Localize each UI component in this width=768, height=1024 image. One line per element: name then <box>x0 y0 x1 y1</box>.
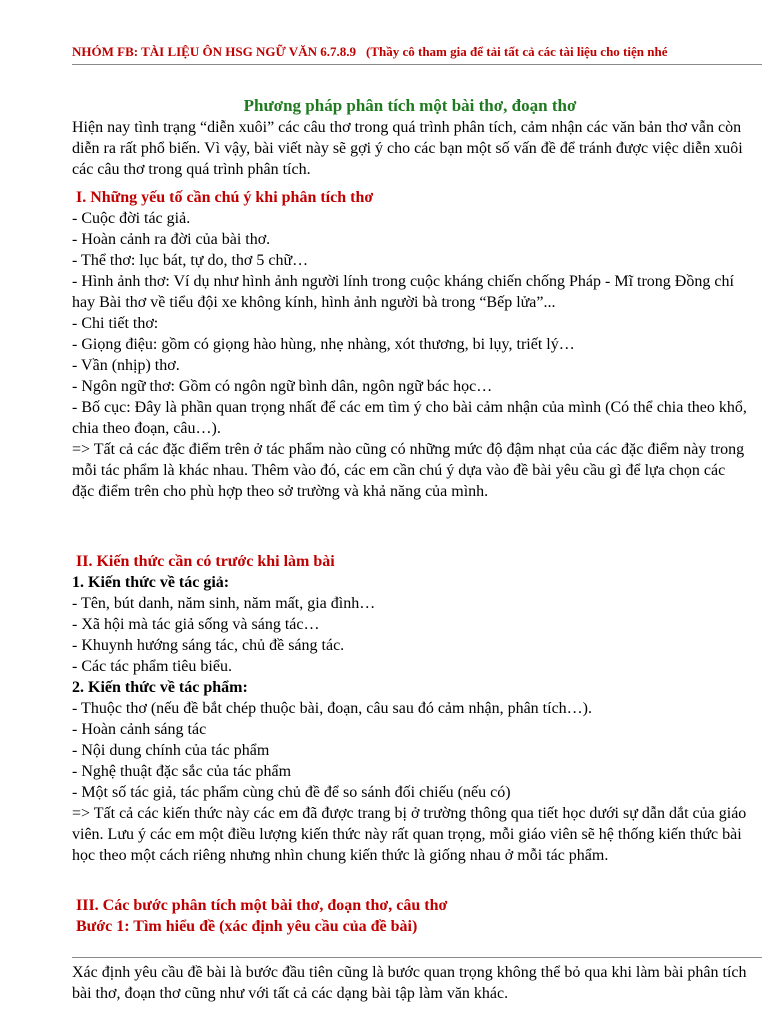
list-item: - Khuynh hướng sáng tác, chủ đề sáng tác. <box>72 637 345 654</box>
summary-paragraph: => Tất cả các kiến thức này các em đã được trang bị ở trường thông qua tiết học dưới sự dẫn dắt của giáo viên. Lưu ý các em một điều lượng kiến thức này rất quan trọng, mỗi giáo viên sẽ hệ thống kiến thức bài học theo một cách riêng nhưng nhìn chung kiến thức là giống nhau ở mỗi tác phẩm. <box>72 805 747 864</box>
subsection-author-heading: 1. Kiến thức về tác giả: <box>72 574 230 591</box>
list-item: - Cuộc đời tác giả. <box>72 210 191 227</box>
subsection-work-heading: 2. Kiến thức về tác phẩm: <box>72 679 248 696</box>
section-2-heading: II. Kiến thức cần có trước khi làm bài <box>76 553 335 570</box>
list-item: - Một số tác giả, tác phẩm cùng chủ đề để so sánh đối chiếu (nếu có) <box>72 784 511 801</box>
header-divider <box>72 64 762 65</box>
list-item: - Nội dung chính của tác phẩm <box>72 742 270 759</box>
intro-paragraph: Hiện nay tình trạng “diễn xuôi” các câu thơ trong quá trình phân tích, cảm nhận các văn bản thơ vẫn còn diễn ra rất phổ biến. Vì vậy, bài viết này sẽ gợi ý cho các bạn một số vấn đề để tránh được việc diễn xuôi các câu thơ trong quá trình phân tích. <box>72 119 743 178</box>
header-note: (Thầy cô tham gia để tải tất cả các tài liệu cho tiện nhé <box>365 44 668 59</box>
list-item: - Chi tiết thơ: <box>72 315 159 332</box>
list-item: - Tên, bút danh, năm sinh, năm mất, gia đình… <box>72 595 376 612</box>
page-header <box>72 44 762 60</box>
list-item: - Giọng điệu: gồm có giọng hào hùng, nhẹ nhàng, xót thương, bi lụy, triết lý… <box>72 336 575 353</box>
document-title: Phương pháp phân tích một bài thơ, đoạn thơ <box>243 96 577 115</box>
section-3-content <box>72 962 748 1004</box>
list-item: - Thuộc thơ (nếu đề bắt chép thuộc bài, đoạn, câu sau đó cảm nhận, phân tích…). <box>72 700 592 717</box>
list-item: - Xã hội mà tác giả sống và sáng tác… <box>72 616 320 633</box>
section-2-content <box>72 572 748 866</box>
list-item: - Hoàn cảnh sáng tác <box>72 721 207 738</box>
section-1-list <box>72 208 748 502</box>
list-item: - Thể thơ: lục bát, tự do, thơ 5 chữ… <box>72 252 309 269</box>
list-item: - Ngôn ngữ thơ: Gồm có ngôn ngữ bình dân, ngôn ngữ bác học… <box>72 378 493 395</box>
section-3-heading: III. Các bước phân tích một bài thơ, đoạn thơ, câu thơ Bước 1: Tìm hiểu đề (xác định yêu cầu của đề bài) <box>76 897 448 935</box>
intro-block <box>72 117 748 180</box>
list-item: - Nghệ thuật đặc sắc của tác phẩm <box>72 763 292 780</box>
list-item: - Hoàn cảnh ra đời của bài thơ. <box>72 231 271 248</box>
list-item: - Bố cục: Đây là phần quan trọng nhất để các em tìm ý cho bài cảm nhận của mình (Có thể chia theo khổ, chia theo đoạn, câu…). <box>72 399 747 437</box>
step-1-paragraph: Xác định yêu cầu đề bài là bước đầu tiên cũng là bước quan trọng không thể bỏ qua khi làm bài phân tích bài thơ, đoạn thơ cũng như với tất cả các dạng bài tập làm văn khác. <box>72 964 747 1002</box>
section-divider <box>72 957 762 958</box>
list-item: - Vần (nhịp) thơ. <box>72 357 180 374</box>
list-item: - Hình ảnh thơ: Ví dụ như hình ảnh người lính trong cuộc kháng chiến chống Pháp - Mĩ trong Đồng chí hay Bài thơ về tiểu đội xe không kính, hình ảnh người bà trong “Bếp lửa”... <box>72 273 734 311</box>
list-item: - Các tác phẩm tiêu biểu. <box>72 658 232 675</box>
summary-paragraph: => Tất cả các đặc điểm trên ở tác phẩm nào cũng có những mức độ đậm nhạt của các đặc điểm này trong mỗi tác phẩm là khác nhau. Thêm vào đó, các em cần chú ý dựa vào đề bài yêu cầu gì để lựa chọn các đặc điểm trên cho phù hợp theo sở trường và khả năng của mình. <box>72 441 745 500</box>
header-group-name: NHÓM FB: TÀI LIỆU ÔN HSG NGỮ VĂN 6.7.8.9 <box>72 44 356 59</box>
section-1-heading: I. Những yếu tố cần chú ý khi phân tích thơ <box>76 189 374 206</box>
